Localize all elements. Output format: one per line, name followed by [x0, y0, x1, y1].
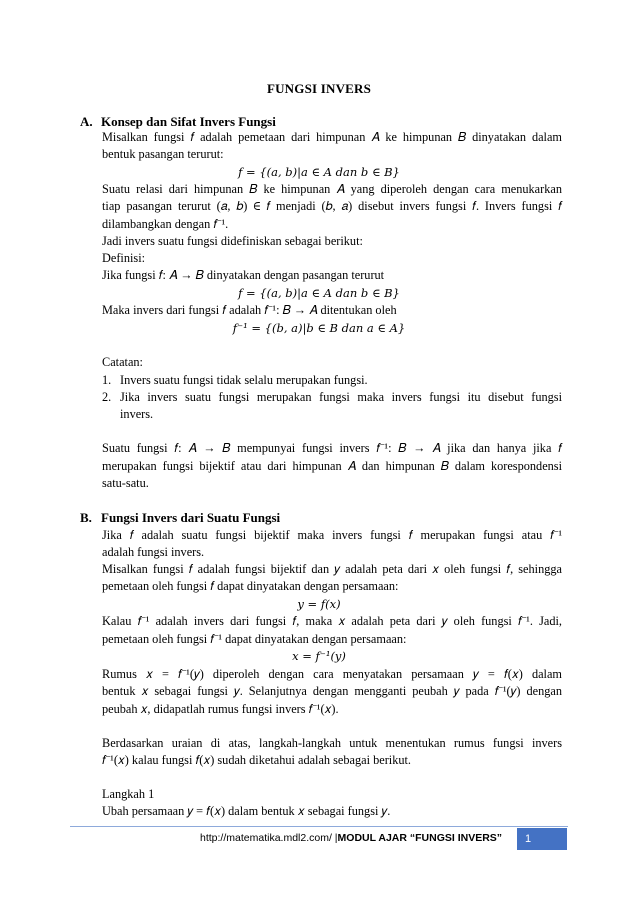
- paragraph-line: 𝑓⁻¹(𝑥) kalau fungsi 𝑓(𝑥) sudah diketahui adalah sebagai berikut.: [102, 753, 411, 767]
- note-number: 1.: [102, 373, 112, 387]
- paragraph-line: Kalau 𝑓⁻¹ adalah invers dari fungsi 𝑓, maka 𝑥 adalah peta dari 𝑦 oleh fungsi 𝑓⁻¹. Jadi,: [102, 614, 562, 628]
- section-a-letter: A.: [80, 114, 93, 129]
- paragraph-line: pemetaan oleh fungsi 𝑓⁻¹ dapat dinyatakan dengan persamaan:: [102, 632, 407, 646]
- paragraph-line: Suatu fungsi 𝑓: 𝐴 → 𝐵 mempunyai fungsi invers 𝑓⁻¹: 𝐵 → 𝐴 jika dan hanya jika 𝑓: [102, 441, 562, 455]
- paragraph-line: Maka invers dari fungsi 𝑓 adalah 𝑓⁻¹: 𝐵 → 𝐴 ditentukan oleh: [102, 303, 397, 317]
- paragraph-line: dilambangkan dengan 𝑓⁻¹.: [102, 217, 229, 231]
- formula: 𝑓 = {(𝑎, 𝑏)|𝑎 ∈ 𝐴 𝑑𝑎𝑛 𝑏 ∈ 𝐵}: [238, 286, 400, 300]
- page-number: 1: [517, 828, 567, 850]
- section-a-title: Konsep dan Sifat Invers Fungsi: [101, 114, 276, 129]
- note-text: Invers suatu fungsi tidak selalu merupakan fungsi.: [120, 373, 368, 387]
- formula: 𝑦 = 𝑓(𝑥): [297, 597, 341, 611]
- paragraph-line: adalah fungsi invers.: [102, 545, 205, 559]
- footer-label: MODUL AJAR “FUNGSI INVERS”: [337, 832, 503, 844]
- paragraph-line: Ubah persamaan 𝑦 = 𝑓(𝑥) dalam bentuk 𝑥 sebagai fungsi 𝑦.: [102, 804, 391, 818]
- paragraph-line: Jadi invers suatu fungsi didefiniskan sebagai berikut:: [102, 234, 363, 248]
- paragraph-line: bentuk 𝑥 sebagai fungsi 𝑦. Selanjutnya dengan mengganti peubah 𝑦 pada 𝑓⁻¹(𝑦) dengan: [102, 684, 562, 698]
- paragraph-line: peubah 𝑥, didapatlah rumus fungsi invers 𝑓⁻¹(𝑥).: [102, 702, 339, 716]
- formula: 𝑓⁻¹ = {(𝑏, 𝑎)|𝑏 ∈ 𝐵 𝑑𝑎𝑛 𝑎 ∈ 𝐴}: [232, 321, 406, 335]
- note-number: 2.: [102, 390, 112, 404]
- formula: 𝑥 = 𝑓⁻¹(𝑦): [292, 649, 346, 663]
- paragraph-line: tiap pasangan terurut (𝑎, 𝑏) ∈ 𝑓 menjadi (𝑏, 𝑎) disebut invers fungsi 𝑓. Invers fungsi 𝑓: [102, 199, 562, 213]
- paragraph-line: Suatu relasi dari himpunan 𝐵 ke himpunan 𝐴 yang diperoleh dengan cara menukarkan: [102, 182, 562, 196]
- paragraph-line: pemetaan oleh fungsi 𝑓 dapat dinyatakan dengan persamaan:: [102, 579, 399, 593]
- footer: [200, 832, 502, 844]
- paragraph-line: merupakan fungsi bijektif atau dari himpunan 𝐴 dan himpunan 𝐵 dalam korespondensi: [102, 459, 562, 473]
- section-a-heading: [80, 114, 276, 130]
- paragraph-line: Misalkan fungsi 𝑓 adalah pemetaan dari himpunan 𝐴 ke himpunan 𝐵 dinyatakan dalam: [102, 130, 562, 144]
- notes-label: Catatan:: [102, 355, 143, 369]
- paragraph-line: Jika fungsi 𝑓: 𝐴 → 𝐵 dinyatakan dengan pasangan terurut: [102, 268, 385, 282]
- paragraph-line: bentuk pasangan terurut:: [102, 147, 224, 161]
- paragraph-line: Misalkan fungsi 𝑓 adalah fungsi bijektif dan 𝑦 adalah peta dari 𝑥 oleh fungsi 𝑓, sehingga: [102, 562, 562, 576]
- paragraph-line: satu-satu.: [102, 476, 149, 490]
- paragraph-line: Berdasarkan uraian di atas, langkah-langkah untuk menentukan rumus fungsi invers: [102, 736, 562, 750]
- section-b-heading: [80, 510, 280, 526]
- paragraph-line: Jika 𝑓 adalah suatu fungsi bijektif maka invers fungsi 𝑓 merupakan fungsi atau 𝑓⁻¹: [102, 528, 562, 542]
- document-title: FUNGSI INVERS: [266, 81, 372, 96]
- formula: 𝑓 = {(𝑎, 𝑏)|𝑎 ∈ 𝐴 𝑑𝑎𝑛 𝑏 ∈ 𝐵}: [238, 165, 400, 179]
- footer-url[interactable]: http://matematika.mdl2.com/ |: [200, 832, 338, 844]
- paragraph-line: Definisi:: [102, 251, 146, 265]
- section-b-title: Fungsi Invers dari Suatu Fungsi: [101, 510, 281, 525]
- footer-divider: [70, 826, 568, 827]
- note-text: Jika invers suatu fungsi merupakan fungsi maka invers fungsi itu disebut fungsi: [120, 390, 562, 404]
- paragraph-line: Rumus 𝑥 = 𝑓⁻¹(𝑦) diperoleh dengan cara menyatakan persamaan 𝑦 = 𝑓(𝑥) dalam: [102, 667, 562, 681]
- step-label: Langkah 1: [102, 787, 155, 801]
- section-b-letter: B.: [80, 510, 92, 525]
- note-text-cont: invers.: [120, 407, 154, 421]
